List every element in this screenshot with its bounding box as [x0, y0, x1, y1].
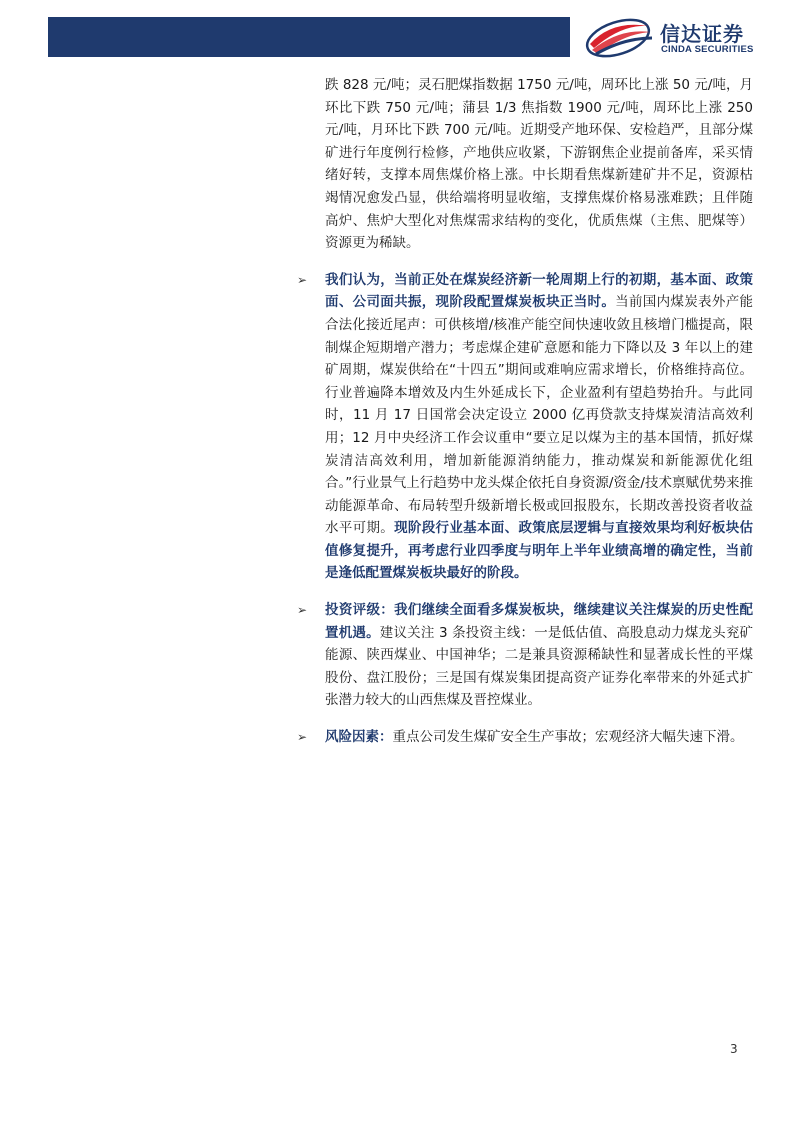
paragraph-outlook [297, 269, 753, 585]
paragraph-coking-coal [297, 74, 753, 255]
paragraph-bold-lead: 风险因素： [325, 729, 393, 746]
arrow-bullet-icon: ➢ [297, 603, 308, 618]
paragraph-text: 建议关注 3 条投资主线：一是低估值、高股息动力煤龙头兖矿能源、陕西煤业、中国神华；二是兼具资源稀缺性和显著成长性的平煤股份、盘江股份；三是国有煤炭集团提高资产证券化率带来的外延式扩张潜力较大的山西焦煤及晋控煤业。 [325, 624, 754, 709]
logo-name-cn: 信达证券 [660, 22, 744, 46]
arrow-bullet-icon: ➢ [297, 730, 308, 745]
paragraph-bold-conclusion: 现阶段行业基本面、政策底层逻辑与直接效果均利好板块估值修复提升，再考虑行业四季度与明年上半年业绩高增的确定性，当前是逢低配置煤炭板块最好的阶段。 [325, 520, 754, 582]
logo-name-en: CINDA SECURITIES [661, 44, 754, 55]
cinda-emblem-icon [582, 16, 654, 60]
header-bar [48, 17, 570, 57]
paragraph-text: 跌 828 元/吨；灵石肥煤指数据 1750 元/吨，周环比上涨 50 元/吨，月环比下跌 750 元/吨；蒲县 1/3 焦指数 1900 元/吨，周环比上涨 250 元/吨，月环比下跌 700 元/吨。近期受产地环保、安检趋严，且部分煤矿进行年度例行检修，产地供应收紧，下游钢焦企业提前备库，采买情绪好转，支撑本周焦煤价格上涨。中长期看焦煤新建矿井不足，资源枯竭情况愈发凸显，供给端将明显收缩，支撑焦煤价格易涨难跌；且伴随高炉、焦炉大型化对焦煤需求结构的变化，优质焦煤（主焦、肥煤等）资源更为稀缺。 [325, 77, 753, 252]
page-number: 3 [730, 1042, 738, 1056]
paragraph-bold-lead: 我们认为，当前正处在煤炭经济新一轮周期上行的初期，基本面、政策面、公司面共振，现阶段配置煤炭板块正当时。 [325, 271, 753, 311]
paragraph-risk-factors [297, 726, 753, 749]
paragraph-investment-rating [297, 599, 753, 712]
company-logo [582, 14, 772, 62]
paragraph-bold-lead: 投资评级：我们继续全面看多煤炭板块，继续建议关注煤炭的历史性配置机遇。 [325, 602, 753, 641]
report-body [297, 74, 753, 749]
paragraph-text: 当前国内煤炭表外产能合法化接近尾声：可供核增/核准产能空间快速收敛且核增门槛提高，限制煤企短期增产潜力；考虑煤企建矿意愿和能力下降以及 3 年以上的建矿周期，煤炭供给在“十四五”期间或难响应需求增长，价格维持高位。行业普遍降本增效及内生外延成长下，企业盈利有望趋势抬升。与此同时，11 月 17 日国常会决定设立 2000 亿再贷款支持煤炭清洁高效利用；12 月中央经济工作会议重申“要立足以煤为主的基本国情，抓好煤炭清洁高效利用，增加新能源消纳能力，推动煤炭和新能源优化组合。”行业景气上行趋势中龙头煤企依托自身资源/资金/技术禀赋优势来推动能源革命、布局转型升级新增长极或回报股东，长期改善投资者收益水平可期。 [325, 294, 754, 537]
arrow-bullet-icon: ➢ [297, 272, 308, 287]
paragraph-text: 重点公司发生煤矿安全生产事故；宏观经济大幅失速下滑。 [392, 729, 744, 746]
